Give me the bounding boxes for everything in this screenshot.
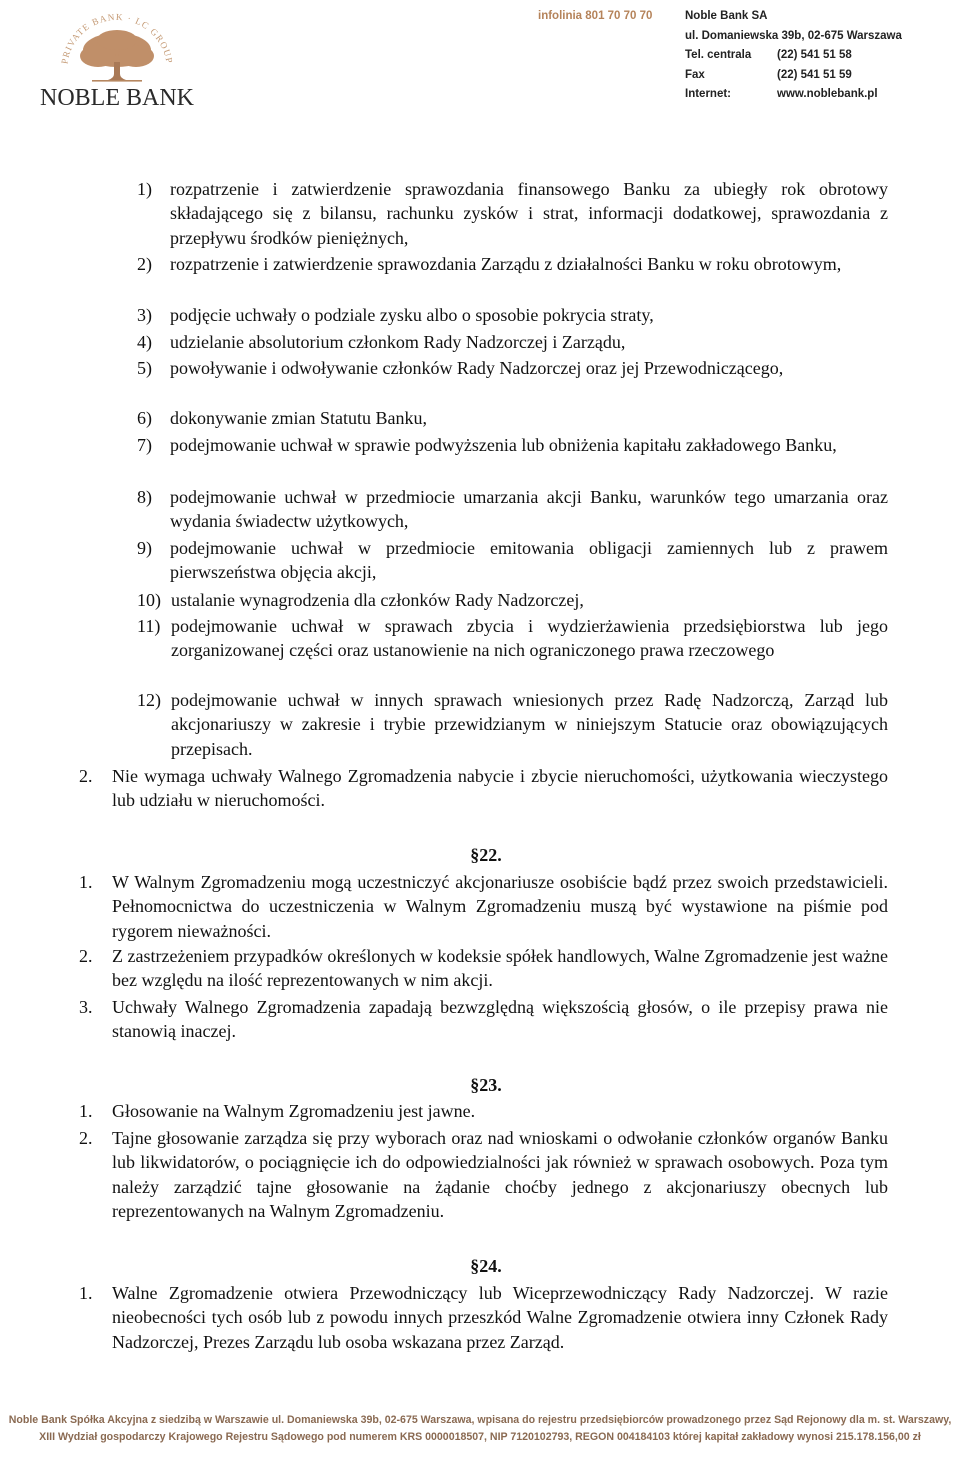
section-heading: §22.	[470, 845, 502, 865]
fax-value: (22) 541 51 59	[777, 68, 852, 81]
list-item: 2. Nie wymaga uchwały Walnego Zgromadzenia nabycie i zbycie nieruchomości, użytkowania wieczystego lub udziału w nieruchomości.	[79, 766, 888, 811]
fax-label: Fax	[685, 68, 705, 81]
list-item: 3) podjęcie uchwały o podziale zysku albo o sposobie pokrycia straty,	[137, 305, 654, 325]
list-item: 3. Uchwały Walnego Zgromadzenia zapadają bezwzględną większością głosów, o ile przepisy prawa nie stanowią inaczej.	[79, 997, 888, 1042]
fax-row	[685, 69, 925, 89]
list-item: 9) podejmowanie uchwał w przedmiocie emitowania obligacji zamiennych lub z prawem pierwszeństwa objęcia akcji,	[137, 538, 888, 583]
list-item: 11) podejmowanie uchwał w sprawach zbycia i wydzierżawienia przedsiębiorstwa lub jego zorganizowanej części oraz ustanowienie na nich ograniczonego prawa rzeczowego	[137, 616, 888, 661]
internet-link[interactable]: www.noblebank.pl	[777, 88, 878, 100]
footer-line: Noble Bank Spółka Akcyjna z siedzibą w Warszawie ul. Domaniewska 39b, 02-675 Warszawa, wpisana do rejestru przedsiębiorców prowadzonego przez Sąd Rejonowy dla m. st. Warszawy,	[8, 1414, 952, 1426]
list-item: 10) ustalanie wynagrodzenia dla członków Rady Nadzorczej,	[137, 590, 584, 610]
noble-bank-logo	[30, 8, 205, 112]
list-item: 2) rozpatrzenie i zatwierdzenie sprawozdania Zarządu z działalności Banku w roku obrotowym,	[137, 254, 842, 274]
section-heading: §24.	[470, 1256, 502, 1276]
footer-line: XIII Wydział gospodarczy Krajowego Rejestru Sądowego pod numerem KRS 0000018507, NIP 7120102793, REGON 004184103 której kapitał zakładowy wynosi 215.178.156,00 zł	[39, 1430, 921, 1443]
list-item: 1) rozpatrzenie i zatwierdzenie sprawozdania finansowego Banku za ubiegły rok obrotowy składającego się z bilansu, rachunku zysków i strat, informacji dodatkowej, sprawozdania z przepływu środków pieniężnych,	[137, 179, 888, 248]
internet-label: Internet:	[685, 88, 731, 100]
company-address: ul. Domaniewska 39b, 02-675 Warszawa	[685, 29, 902, 42]
list-item: 2. Z zastrzeżeniem przypadków określonych w kodeksie spółek handlowych, Walne Zgromadzenie jest ważne bez względu na ilość reprezentowanych w nim akcji.	[79, 946, 888, 991]
logo-wordmark: NOBLE BANK	[40, 85, 194, 111]
page-footer	[0, 1412, 960, 1445]
list-item: 7) podejmowanie uchwał w sprawie podwyższenia lub obniżenia kapitału zakładowego Banku,	[137, 435, 837, 455]
list-item: 2. Tajne głosowanie zarządza się przy wyborach oraz nad wnioskami o odwołanie członków organów Banku lub likwidatorów, o pociągnięcie ich do odpowiedzialności jak również w sprawach osobowych. Poza tym należy zarządzić tajne głosowanie na żądanie choćby jednego z akcjonariuszy obecnych lub reprezentowanych na Walnym Zgromadzeniu.	[79, 1128, 888, 1221]
company-name-row	[685, 10, 925, 30]
list-item: 12) podejmowanie uchwał w innych sprawach wniesionych przez Radę Nadzorczą, Zarząd lub akcjonariuszy w zakresie i trybie przewidzianym w niniejszym Statucie oraz obowiązujących przepisach.	[137, 690, 888, 759]
logo-arc-textpath: PRIVATE BANK · LC GROUP	[59, 11, 175, 65]
internet-row	[685, 88, 925, 108]
list-item: 6) dokonywanie zmian Statutu Banku,	[137, 408, 427, 428]
list-item: 5) powoływanie i odwoływanie członków Rady Nadzorczej oraz jej Przewodniczącego,	[137, 358, 784, 378]
tree-emblem	[30, 8, 205, 112]
phone-value: (22) 541 51 58	[777, 49, 852, 61]
list-item: 1. W Walnym Zgromadzeniu mogą uczestniczyć akcjonariusze osobiście bądź przez swoich przedstawicieli. Pełnomocnictwa do uczestniczenia w Walnym Zgromadzeniu muszą być wystawione na piśmie pod rygorem nieważności.	[79, 872, 888, 941]
company-name: Noble Bank SA	[685, 10, 768, 22]
company-info	[685, 10, 925, 108]
list-item: 8) podejmowanie uchwał w przedmiocie umarzania akcji Banku, warunków tego umarzania oraz wydania świadectw użytkowych,	[137, 487, 888, 532]
phone-row	[685, 49, 925, 69]
list-item: 1. Głosowanie na Walnym Zgromadzeniu jest jawne.	[79, 1101, 476, 1121]
phone-label: Tel. centrala	[685, 49, 752, 61]
address-row	[685, 30, 925, 50]
list-item: 1. Walne Zgromadzenie otwiera Przewodniczący lub Wiceprzewodniczący Rady Nadzorczej. W razie nieobecności tych osób lub z powodu innych przeszkód Walne Zgromadzenie otwiera inny Członek Rady Nadzorczej, Prezes Zarządu lub osoba wskazana przez Zarząd.	[79, 1283, 888, 1352]
section-heading: §23.	[470, 1075, 502, 1095]
infolinia-text: infolinia 801 70 70 70	[538, 10, 653, 22]
list-item: 4) udzielanie absolutorium członkom Rady Nadzorczej i Zarządu,	[137, 332, 626, 352]
